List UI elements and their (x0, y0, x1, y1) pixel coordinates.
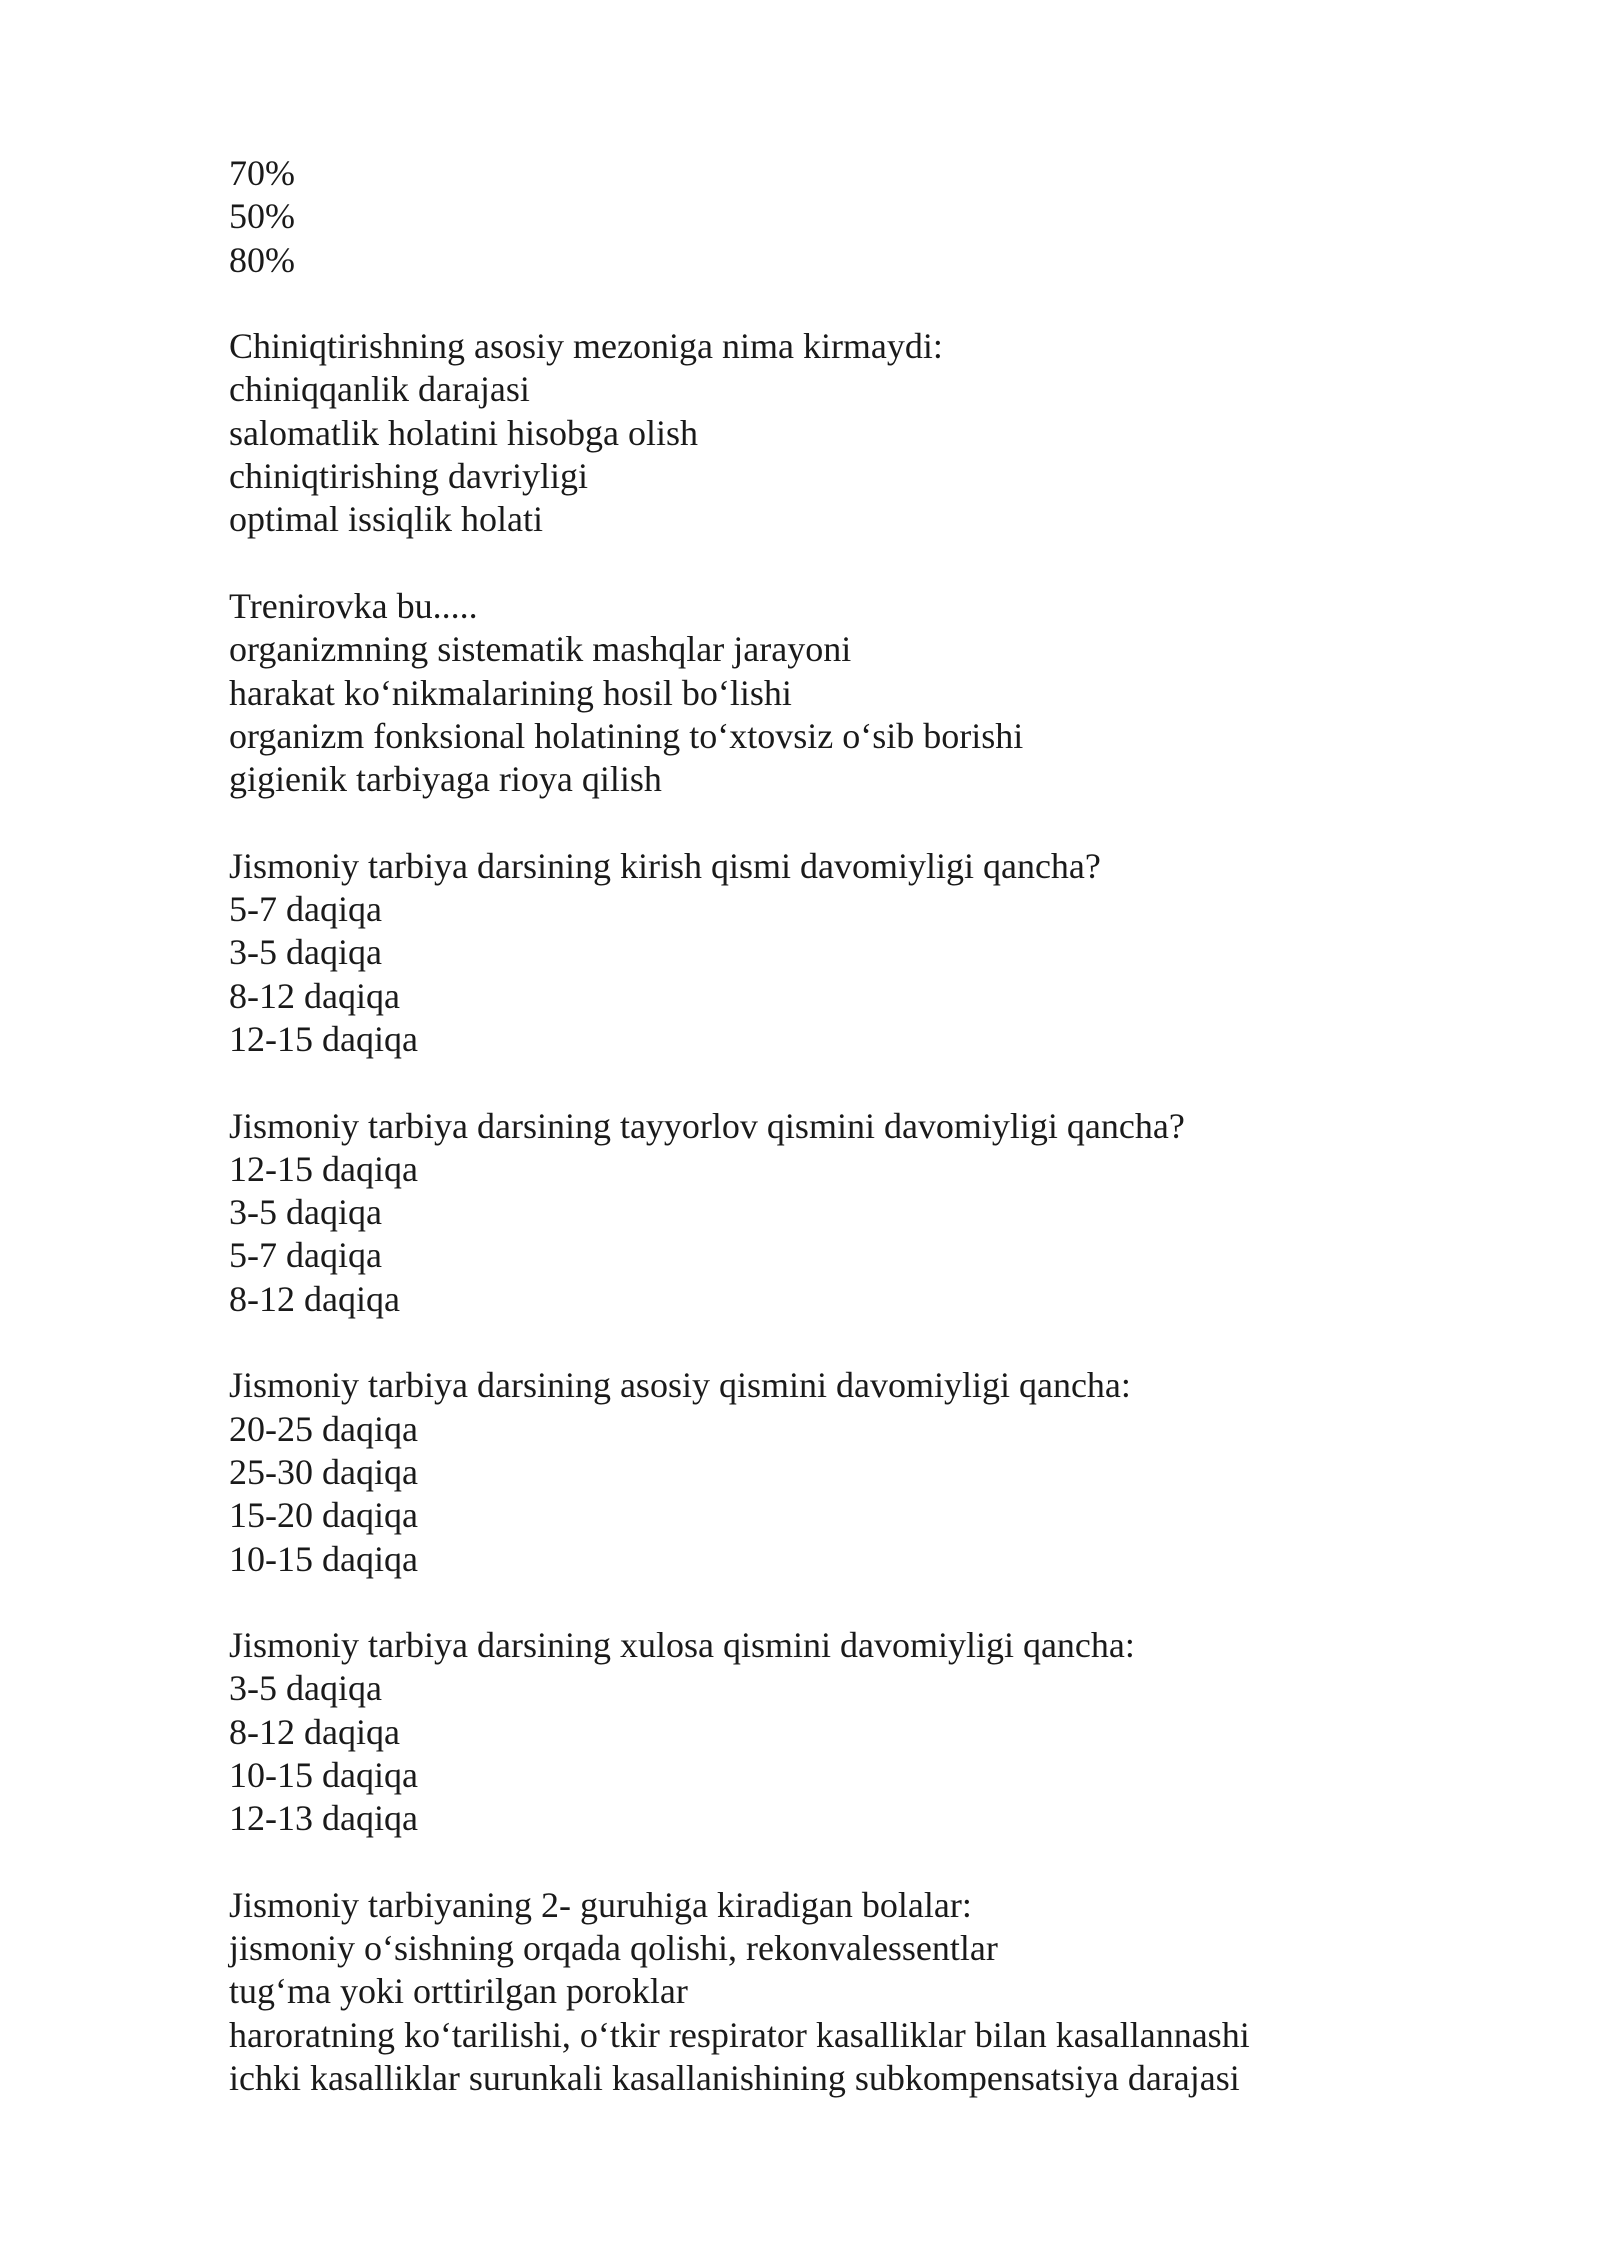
answer-option: 8-12 daqiqa (229, 1278, 400, 1319)
quiz-block (229, 1624, 1509, 1840)
question-text: Jismoniy tarbiya darsining asosiy qismini davomiyligi qancha: (229, 1365, 1131, 1406)
block-spacer (229, 1061, 1509, 1104)
question-text: Jismoniy tarbiya darsining kirish qismi davomiyligi qancha? (229, 845, 1101, 886)
quiz-block (229, 1364, 1509, 1580)
answer-option: 3-5 daqiqa (229, 1668, 382, 1709)
answer-option: 15-20 daqiqa (229, 1495, 418, 1536)
answer-option: 80% (229, 239, 295, 280)
quiz-block (229, 152, 1509, 282)
answer-option: tugʻma yoki orttirilgan poroklar (229, 1971, 688, 2012)
answer-option: 5-7 daqiqa (229, 889, 382, 930)
quiz-block (229, 325, 1509, 541)
answer-option: chiniqtirishing davriyligi (229, 456, 588, 497)
answer-option: haroratning koʻtarilishi, oʻtkir respirator kasalliklar bilan kasallannashi (229, 2014, 1250, 2055)
answer-option: optimal issiqlik holati (229, 499, 543, 540)
answer-option: 12-15 daqiqa (229, 1018, 418, 1059)
quiz-content (229, 152, 1509, 2100)
answer-option: 10-15 daqiqa (229, 1538, 418, 1579)
block-spacer (229, 801, 1509, 844)
quiz-block (229, 1884, 1509, 2100)
answer-option: 20-25 daqiqa (229, 1408, 418, 1449)
block-spacer (229, 1841, 1509, 1884)
answer-option: 10-15 daqiqa (229, 1754, 418, 1795)
answer-option: organizmning sistematik mashqlar jarayoni (229, 629, 852, 670)
question-text: Chiniqtirishning asosiy mezoniga nima kirmaydi: (229, 326, 943, 367)
question-text: Jismoniy tarbiyaning 2- guruhiga kiradigan bolalar: (229, 1884, 972, 1925)
quiz-block (229, 585, 1509, 801)
answer-option: jismoniy oʻsishning orqada qolishi, rekonvalessentlar (229, 1928, 998, 1969)
answer-option: salomatlik holatini hisobga olish (229, 412, 698, 453)
answer-option: 70% (229, 153, 295, 193)
answer-option: harakat koʻnikmalarining hosil boʻlishi (229, 672, 792, 713)
answer-option: 25-30 daqiqa (229, 1451, 418, 1492)
answer-option: 3-5 daqiqa (229, 1192, 382, 1233)
answer-option: 8-12 daqiqa (229, 1711, 400, 1752)
answer-option: 50% (229, 196, 295, 237)
answer-option: chiniqqanlik darajasi (229, 369, 530, 410)
answer-option: 12-15 daqiqa (229, 1148, 418, 1189)
answer-option: 3-5 daqiqa (229, 932, 382, 973)
block-spacer (229, 1581, 1509, 1624)
answer-option: 5-7 daqiqa (229, 1235, 382, 1276)
question-text: Jismoniy tarbiya darsining tayyorlov qismini davomiyligi qancha? (229, 1105, 1185, 1146)
question-text: Jismoniy tarbiya darsining xulosa qismini davomiyligi qancha: (229, 1625, 1135, 1666)
answer-option: organizm fonksional holatining toʻxtovsiz oʻsib borishi (229, 715, 1024, 756)
answer-option: 12-13 daqiqa (229, 1798, 418, 1839)
quiz-block (229, 845, 1509, 1061)
block-spacer (229, 282, 1509, 325)
block-spacer (229, 1321, 1509, 1364)
question-text: Trenirovka bu..... (229, 585, 478, 626)
quiz-block (229, 1105, 1509, 1321)
answer-option: gigienik tarbiyaga rioya qilish (229, 759, 662, 800)
block-spacer (229, 542, 1509, 585)
answer-option: ichki kasalliklar surunkali kasallanishining subkompensatsiya darajasi (229, 2058, 1240, 2099)
answer-option: 8-12 daqiqa (229, 975, 400, 1016)
